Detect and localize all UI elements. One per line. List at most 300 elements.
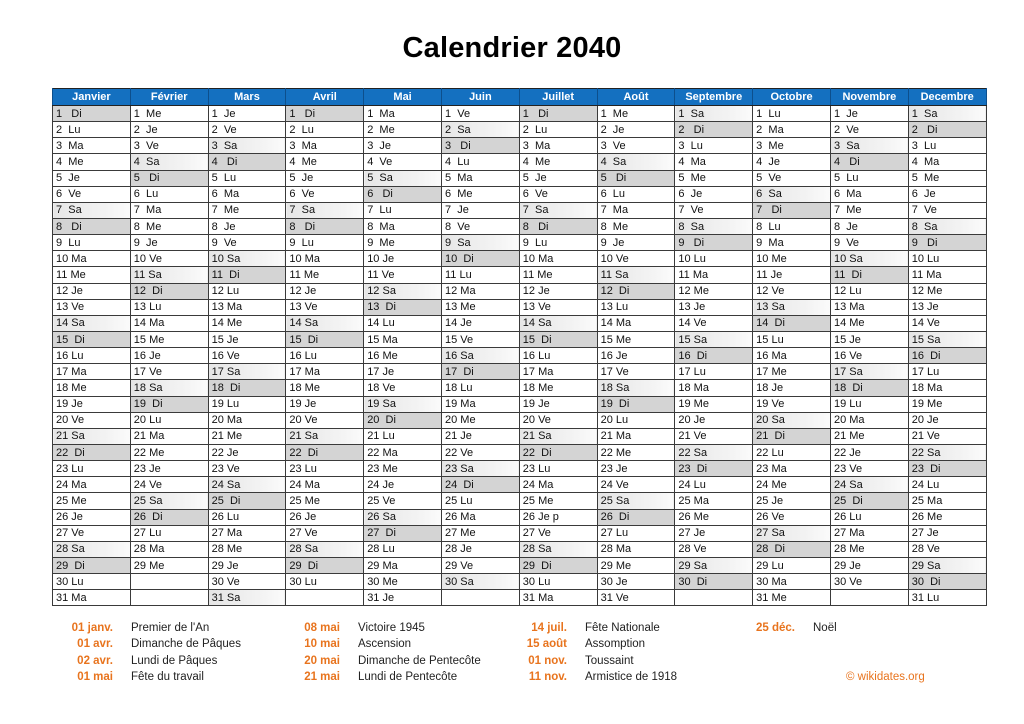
day-cell[interactable]: 6 Ve <box>519 186 597 202</box>
day-cell[interactable]: 7 Ve <box>675 202 753 218</box>
day-cell[interactable]: 14 Ve <box>675 315 753 331</box>
day-cell[interactable]: 2 Me <box>364 122 442 138</box>
day-cell[interactable]: 23 Di <box>908 461 986 477</box>
day-cell[interactable]: 1 Di <box>519 106 597 122</box>
day-cell[interactable]: 28 Ma <box>597 541 675 557</box>
day-cell[interactable]: 17 Sa <box>208 364 286 380</box>
day-cell[interactable]: 22 Sa <box>908 444 986 460</box>
day-cell[interactable]: 17 Di <box>441 364 519 380</box>
day-cell[interactable]: 10 Ma <box>286 251 364 267</box>
day-cell[interactable]: 3 Ma <box>519 138 597 154</box>
day-cell[interactable]: 16 Je <box>130 348 208 364</box>
day-cell[interactable]: 23 Lu <box>286 461 364 477</box>
day-cell[interactable]: 9 Je <box>597 235 675 251</box>
day-cell[interactable]: 31 Je <box>364 590 442 606</box>
day-cell[interactable]: 15 Sa <box>675 331 753 347</box>
day-cell[interactable]: 17 Ma <box>286 364 364 380</box>
day-cell[interactable]: 8 Ve <box>441 218 519 234</box>
day-cell[interactable]: 25 Me <box>286 493 364 509</box>
day-cell[interactable]: 26 Di <box>597 509 675 525</box>
day-cell[interactable]: 8 Sa <box>908 218 986 234</box>
day-cell[interactable]: 21 Sa <box>286 428 364 444</box>
day-cell[interactable]: 2 Ve <box>208 122 286 138</box>
day-cell[interactable]: 2 Di <box>675 122 753 138</box>
day-cell[interactable]: 12 Je <box>53 283 131 299</box>
day-cell[interactable]: 19 Ve <box>753 396 831 412</box>
day-cell[interactable]: 15 Di <box>519 331 597 347</box>
day-cell[interactable]: 19 Je <box>53 396 131 412</box>
day-cell[interactable]: 17 Lu <box>675 364 753 380</box>
day-cell[interactable]: 18 Je <box>753 380 831 396</box>
day-cell[interactable]: 10 Je <box>364 251 442 267</box>
day-cell[interactable]: 27 Lu <box>597 525 675 541</box>
day-cell[interactable]: 25 Ma <box>908 493 986 509</box>
day-cell[interactable]: 29 Je <box>830 557 908 573</box>
day-cell[interactable]: 29 Me <box>130 557 208 573</box>
day-cell[interactable] <box>286 590 364 606</box>
day-cell[interactable]: 24 Je <box>364 477 442 493</box>
day-cell[interactable]: 22 Sa <box>675 444 753 460</box>
day-cell[interactable]: 8 Je <box>830 218 908 234</box>
day-cell[interactable]: 9 Ve <box>208 235 286 251</box>
day-cell[interactable]: 23 Sa <box>441 461 519 477</box>
day-cell[interactable]: 4 Me <box>519 154 597 170</box>
day-cell[interactable]: 26 Je <box>286 509 364 525</box>
day-cell[interactable]: 4 Sa <box>130 154 208 170</box>
day-cell[interactable]: 7 Sa <box>53 202 131 218</box>
day-cell[interactable]: 12 Me <box>675 283 753 299</box>
day-cell[interactable]: 11 Me <box>286 267 364 283</box>
day-cell[interactable]: 13 Lu <box>597 299 675 315</box>
day-cell[interactable]: 14 Je <box>441 315 519 331</box>
day-cell[interactable]: 5 Me <box>675 170 753 186</box>
day-cell[interactable]: 25 Lu <box>441 493 519 509</box>
day-cell[interactable]: 16 Lu <box>519 348 597 364</box>
day-cell[interactable]: 23 Ma <box>753 461 831 477</box>
day-cell[interactable]: 16 Ve <box>208 348 286 364</box>
day-cell[interactable]: 12 Je <box>519 283 597 299</box>
day-cell[interactable]: 20 Di <box>364 412 442 428</box>
day-cell[interactable]: 20 Je <box>908 412 986 428</box>
day-cell[interactable]: 5 Lu <box>830 170 908 186</box>
day-cell[interactable]: 7 Sa <box>519 202 597 218</box>
day-cell[interactable]: 30 Lu <box>519 574 597 590</box>
day-cell[interactable]: 27 Je <box>908 525 986 541</box>
day-cell[interactable]: 18 Lu <box>441 380 519 396</box>
day-cell[interactable]: 5 Sa <box>364 170 442 186</box>
day-cell[interactable]: 5 Je <box>519 170 597 186</box>
day-cell[interactable]: 31 Ve <box>597 590 675 606</box>
day-cell[interactable]: 21 Me <box>208 428 286 444</box>
day-cell[interactable]: 26 Me <box>908 509 986 525</box>
day-cell[interactable]: 15 Sa <box>908 331 986 347</box>
day-cell[interactable]: 20 Ma <box>830 412 908 428</box>
day-cell[interactable]: 17 Je <box>364 364 442 380</box>
day-cell[interactable]: 19 Di <box>130 396 208 412</box>
day-cell[interactable]: 23 Ve <box>830 461 908 477</box>
day-cell[interactable]: 27 Ma <box>208 525 286 541</box>
day-cell[interactable]: 29 Lu <box>753 557 831 573</box>
day-cell[interactable]: 9 Di <box>675 235 753 251</box>
day-cell[interactable]: 27 Sa <box>753 525 831 541</box>
day-cell[interactable]: 11 Lu <box>441 267 519 283</box>
day-cell[interactable]: 10 Sa <box>208 251 286 267</box>
day-cell[interactable]: 12 Lu <box>208 283 286 299</box>
day-cell[interactable]: 5 Je <box>53 170 131 186</box>
day-cell[interactable]: 16 Je <box>597 348 675 364</box>
day-cell[interactable]: 24 Ve <box>130 477 208 493</box>
day-cell[interactable]: 21 Sa <box>53 428 131 444</box>
day-cell[interactable]: 12 Di <box>597 283 675 299</box>
day-cell[interactable]: 28 Sa <box>286 541 364 557</box>
day-cell[interactable]: 7 Ma <box>130 202 208 218</box>
day-cell[interactable]: 4 Di <box>208 154 286 170</box>
day-cell[interactable]: 28 Lu <box>364 541 442 557</box>
day-cell[interactable]: 2 Lu <box>519 122 597 138</box>
day-cell[interactable]: 25 Di <box>830 493 908 509</box>
day-cell[interactable]: 31 Ma <box>519 590 597 606</box>
day-cell[interactable]: 11 Sa <box>597 267 675 283</box>
day-cell[interactable]: 18 Me <box>53 380 131 396</box>
day-cell[interactable]: 1 Di <box>286 106 364 122</box>
day-cell[interactable]: 15 Di <box>286 331 364 347</box>
day-cell[interactable]: 9 Ma <box>753 235 831 251</box>
day-cell[interactable]: 21 Ma <box>130 428 208 444</box>
day-cell[interactable]: 5 Di <box>130 170 208 186</box>
day-cell[interactable]: 20 Lu <box>597 412 675 428</box>
day-cell[interactable]: 2 Ve <box>830 122 908 138</box>
day-cell[interactable]: 30 Sa <box>441 574 519 590</box>
day-cell[interactable]: 14 Sa <box>286 315 364 331</box>
day-cell[interactable]: 5 Me <box>908 170 986 186</box>
day-cell[interactable]: 3 Lu <box>675 138 753 154</box>
day-cell[interactable]: 21 Ve <box>675 428 753 444</box>
day-cell[interactable]: 10 Sa <box>830 251 908 267</box>
day-cell[interactable]: 7 Me <box>208 202 286 218</box>
day-cell[interactable]: 13 Je <box>908 299 986 315</box>
day-cell[interactable]: 30 Di <box>908 574 986 590</box>
day-cell[interactable]: 12 Ma <box>441 283 519 299</box>
day-cell[interactable]: 14 Ve <box>908 315 986 331</box>
day-cell[interactable]: 2 Sa <box>441 122 519 138</box>
day-cell[interactable]: 24 Lu <box>908 477 986 493</box>
day-cell[interactable]: 16 Sa <box>441 348 519 364</box>
day-cell[interactable]: 26 Ma <box>441 509 519 525</box>
day-cell[interactable]: 2 Je <box>597 122 675 138</box>
day-cell[interactable]: 6 Di <box>364 186 442 202</box>
day-cell[interactable]: 6 Ve <box>286 186 364 202</box>
day-cell[interactable]: 21 Je <box>441 428 519 444</box>
day-cell[interactable]: 3 Me <box>753 138 831 154</box>
day-cell[interactable]: 26 Je p <box>519 509 597 525</box>
day-cell[interactable] <box>441 590 519 606</box>
day-cell[interactable]: 26 Me <box>675 509 753 525</box>
day-cell[interactable]: 6 Lu <box>130 186 208 202</box>
day-cell[interactable]: 14 Ma <box>130 315 208 331</box>
day-cell[interactable]: 23 Je <box>597 461 675 477</box>
day-cell[interactable]: 13 Lu <box>130 299 208 315</box>
day-cell[interactable]: 7 Lu <box>364 202 442 218</box>
day-cell[interactable]: 28 Di <box>753 541 831 557</box>
day-cell[interactable]: 17 Sa <box>830 364 908 380</box>
day-cell[interactable]: 10 Lu <box>675 251 753 267</box>
day-cell[interactable]: 24 Sa <box>208 477 286 493</box>
day-cell[interactable]: 10 Ma <box>53 251 131 267</box>
day-cell[interactable]: 25 Ve <box>364 493 442 509</box>
day-cell[interactable]: 29 Sa <box>675 557 753 573</box>
day-cell[interactable]: 18 Sa <box>597 380 675 396</box>
day-cell[interactable]: 19 Lu <box>208 396 286 412</box>
day-cell[interactable]: 30 Di <box>675 574 753 590</box>
day-cell[interactable]: 12 Je <box>286 283 364 299</box>
day-cell[interactable]: 4 Me <box>286 154 364 170</box>
day-cell[interactable]: 22 Di <box>519 444 597 460</box>
day-cell[interactable]: 6 Ma <box>208 186 286 202</box>
day-cell[interactable]: 26 Ve <box>753 509 831 525</box>
day-cell[interactable]: 22 Ve <box>441 444 519 460</box>
day-cell[interactable]: 17 Me <box>753 364 831 380</box>
day-cell[interactable]: 11 Di <box>208 267 286 283</box>
day-cell[interactable]: 7 Sa <box>286 202 364 218</box>
day-cell[interactable]: 10 Di <box>441 251 519 267</box>
day-cell[interactable] <box>130 574 208 590</box>
day-cell[interactable]: 30 Lu <box>53 574 131 590</box>
day-cell[interactable]: 15 Di <box>53 331 131 347</box>
day-cell[interactable]: 3 Lu <box>908 138 986 154</box>
day-cell[interactable]: 13 Ve <box>53 299 131 315</box>
day-cell[interactable]: 1 Ma <box>364 106 442 122</box>
day-cell[interactable]: 13 Ve <box>286 299 364 315</box>
day-cell[interactable]: 9 Di <box>908 235 986 251</box>
day-cell[interactable]: 17 Lu <box>908 364 986 380</box>
day-cell[interactable]: 31 Sa <box>208 590 286 606</box>
day-cell[interactable]: 1 Sa <box>675 106 753 122</box>
day-cell[interactable]: 11 Ve <box>364 267 442 283</box>
day-cell[interactable]: 14 Ma <box>597 315 675 331</box>
day-cell[interactable]: 24 Di <box>441 477 519 493</box>
day-cell[interactable]: 3 Di <box>441 138 519 154</box>
day-cell[interactable]: 16 Ve <box>830 348 908 364</box>
day-cell[interactable]: 4 Ma <box>908 154 986 170</box>
day-cell[interactable]: 2 Ma <box>753 122 831 138</box>
day-cell[interactable]: 11 Je <box>753 267 831 283</box>
day-cell[interactable]: 27 Di <box>364 525 442 541</box>
day-cell[interactable]: 28 Je <box>441 541 519 557</box>
day-cell[interactable]: 29 Je <box>208 557 286 573</box>
day-cell[interactable]: 20 Me <box>441 412 519 428</box>
day-cell[interactable]: 22 Me <box>130 444 208 460</box>
day-cell[interactable]: 12 Lu <box>830 283 908 299</box>
day-cell[interactable]: 14 Di <box>753 315 831 331</box>
day-cell[interactable]: 15 Je <box>830 331 908 347</box>
day-cell[interactable]: 31 Me <box>753 590 831 606</box>
day-cell[interactable]: 12 Ve <box>753 283 831 299</box>
day-cell[interactable]: 20 Ve <box>286 412 364 428</box>
day-cell[interactable]: 9 Lu <box>519 235 597 251</box>
day-cell[interactable]: 13 Me <box>441 299 519 315</box>
day-cell[interactable]: 27 Me <box>441 525 519 541</box>
day-cell[interactable]: 10 Ve <box>130 251 208 267</box>
day-cell[interactable]: 15 Je <box>208 331 286 347</box>
day-cell[interactable]: 16 Lu <box>53 348 131 364</box>
day-cell[interactable]: 10 Ve <box>597 251 675 267</box>
day-cell[interactable]: 14 Me <box>208 315 286 331</box>
day-cell[interactable]: 1 Me <box>597 106 675 122</box>
day-cell[interactable]: 8 Lu <box>753 218 831 234</box>
day-cell[interactable]: 8 Di <box>286 218 364 234</box>
day-cell[interactable]: 28 Ve <box>675 541 753 557</box>
day-cell[interactable]: 9 Lu <box>53 235 131 251</box>
day-cell[interactable]: 29 Me <box>597 557 675 573</box>
day-cell[interactable]: 12 Sa <box>364 283 442 299</box>
day-cell[interactable]: 21 Ma <box>597 428 675 444</box>
day-cell[interactable]: 14 Lu <box>364 315 442 331</box>
day-cell[interactable]: 14 Me <box>830 315 908 331</box>
day-cell[interactable]: 19 Sa <box>364 396 442 412</box>
day-cell[interactable]: 22 Je <box>830 444 908 460</box>
day-cell[interactable]: 20 Ve <box>519 412 597 428</box>
day-cell[interactable]: 20 Lu <box>130 412 208 428</box>
day-cell[interactable]: 12 Me <box>908 283 986 299</box>
day-cell[interactable]: 3 Ma <box>286 138 364 154</box>
day-cell[interactable]: 16 Ma <box>753 348 831 364</box>
day-cell[interactable]: 7 Me <box>830 202 908 218</box>
day-cell[interactable]: 18 Ma <box>908 380 986 396</box>
day-cell[interactable]: 18 Ma <box>675 380 753 396</box>
day-cell[interactable]: 4 Ma <box>675 154 753 170</box>
day-cell[interactable]: 21 Me <box>830 428 908 444</box>
day-cell[interactable]: 5 Ma <box>441 170 519 186</box>
day-cell[interactable]: 1 Lu <box>753 106 831 122</box>
day-cell[interactable]: 16 Di <box>675 348 753 364</box>
day-cell[interactable]: 1 Je <box>208 106 286 122</box>
day-cell[interactable]: 18 Me <box>519 380 597 396</box>
day-cell[interactable]: 15 Ma <box>364 331 442 347</box>
day-cell[interactable]: 27 Ve <box>286 525 364 541</box>
day-cell[interactable]: 19 Ma <box>441 396 519 412</box>
day-cell[interactable]: 6 Ve <box>53 186 131 202</box>
day-cell[interactable]: 22 Lu <box>753 444 831 460</box>
day-cell[interactable]: 1 Ve <box>441 106 519 122</box>
day-cell[interactable]: 28 Sa <box>519 541 597 557</box>
day-cell[interactable]: 29 Di <box>286 557 364 573</box>
day-cell[interactable]: 16 Lu <box>286 348 364 364</box>
day-cell[interactable]: 29 Di <box>53 557 131 573</box>
day-cell[interactable]: 1 Je <box>830 106 908 122</box>
day-cell[interactable]: 17 Ve <box>597 364 675 380</box>
day-cell[interactable]: 18 Ve <box>364 380 442 396</box>
day-cell[interactable]: 20 Sa <box>753 412 831 428</box>
day-cell[interactable]: 7 Ve <box>908 202 986 218</box>
day-cell[interactable]: 24 Ma <box>286 477 364 493</box>
day-cell[interactable]: 15 Me <box>130 331 208 347</box>
day-cell[interactable]: 24 Me <box>753 477 831 493</box>
day-cell[interactable]: 3 Ve <box>597 138 675 154</box>
day-cell[interactable]: 22 Je <box>208 444 286 460</box>
day-cell[interactable]: 17 Ma <box>53 364 131 380</box>
day-cell[interactable]: 29 Ve <box>441 557 519 573</box>
day-cell[interactable]: 25 Me <box>53 493 131 509</box>
day-cell[interactable]: 23 Lu <box>53 461 131 477</box>
day-cell[interactable]: 6 Lu <box>597 186 675 202</box>
day-cell[interactable]: 21 Ve <box>908 428 986 444</box>
day-cell[interactable]: 2 Lu <box>286 122 364 138</box>
day-cell[interactable]: 3 Ve <box>130 138 208 154</box>
day-cell[interactable]: 4 Sa <box>597 154 675 170</box>
day-cell[interactable]: 12 Di <box>130 283 208 299</box>
day-cell[interactable]: 19 Me <box>675 396 753 412</box>
day-cell[interactable]: 4 Lu <box>441 154 519 170</box>
day-cell[interactable]: 28 Sa <box>53 541 131 557</box>
day-cell[interactable]: 23 Me <box>364 461 442 477</box>
day-cell[interactable]: 5 Di <box>597 170 675 186</box>
day-cell[interactable]: 4 Di <box>830 154 908 170</box>
day-cell[interactable]: 22 Ma <box>364 444 442 460</box>
day-cell[interactable]: 24 Ma <box>519 477 597 493</box>
day-cell[interactable]: 9 Me <box>364 235 442 251</box>
day-cell[interactable]: 13 Di <box>364 299 442 315</box>
day-cell[interactable]: 28 Ve <box>908 541 986 557</box>
day-cell[interactable]: 29 Di <box>519 557 597 573</box>
day-cell[interactable]: 19 Je <box>286 396 364 412</box>
day-cell[interactable]: 1 Di <box>53 106 131 122</box>
day-cell[interactable]: 9 Ve <box>830 235 908 251</box>
day-cell[interactable]: 19 Di <box>597 396 675 412</box>
day-cell[interactable]: 23 Lu <box>519 461 597 477</box>
day-cell[interactable]: 6 Je <box>675 186 753 202</box>
day-cell[interactable]: 25 Je <box>753 493 831 509</box>
day-cell[interactable]: 18 Me <box>286 380 364 396</box>
day-cell[interactable]: 20 Ve <box>53 412 131 428</box>
day-cell[interactable]: 4 Me <box>53 154 131 170</box>
day-cell[interactable]: 8 Ma <box>364 218 442 234</box>
day-cell[interactable]: 13 Ma <box>830 299 908 315</box>
day-cell[interactable]: 30 Lu <box>286 574 364 590</box>
day-cell[interactable]: 16 Me <box>364 348 442 364</box>
day-cell[interactable]: 17 Ve <box>130 364 208 380</box>
day-cell[interactable]: 21 Sa <box>519 428 597 444</box>
day-cell[interactable]: 14 Sa <box>519 315 597 331</box>
day-cell[interactable]: 28 Me <box>208 541 286 557</box>
day-cell[interactable]: 30 Ve <box>830 574 908 590</box>
day-cell[interactable]: 1 Me <box>130 106 208 122</box>
day-cell[interactable]: 5 Ve <box>753 170 831 186</box>
day-cell[interactable]: 8 Sa <box>675 218 753 234</box>
day-cell[interactable]: 26 Lu <box>830 509 908 525</box>
day-cell[interactable]: 7 Ma <box>597 202 675 218</box>
day-cell[interactable]: 31 Lu <box>908 590 986 606</box>
day-cell[interactable]: 24 Lu <box>675 477 753 493</box>
day-cell[interactable]: 3 Je <box>364 138 442 154</box>
day-cell[interactable]: 23 Ve <box>208 461 286 477</box>
day-cell[interactable]: 25 Ma <box>675 493 753 509</box>
day-cell[interactable]: 3 Ma <box>53 138 131 154</box>
day-cell[interactable]: 8 Me <box>597 218 675 234</box>
day-cell[interactable]: 1 Sa <box>908 106 986 122</box>
day-cell[interactable]: 24 Ve <box>597 477 675 493</box>
day-cell[interactable]: 6 Sa <box>753 186 831 202</box>
day-cell[interactable]: 30 Ve <box>208 574 286 590</box>
day-cell[interactable]: 11 Ma <box>675 267 753 283</box>
day-cell[interactable]: 26 Di <box>130 509 208 525</box>
day-cell[interactable] <box>830 590 908 606</box>
day-cell[interactable]: 27 Lu <box>130 525 208 541</box>
day-cell[interactable]: 30 Me <box>364 574 442 590</box>
day-cell[interactable]: 9 Lu <box>286 235 364 251</box>
day-cell[interactable]: 31 Ma <box>53 590 131 606</box>
day-cell[interactable]: 27 Je <box>675 525 753 541</box>
day-cell[interactable]: 11 Me <box>519 267 597 283</box>
